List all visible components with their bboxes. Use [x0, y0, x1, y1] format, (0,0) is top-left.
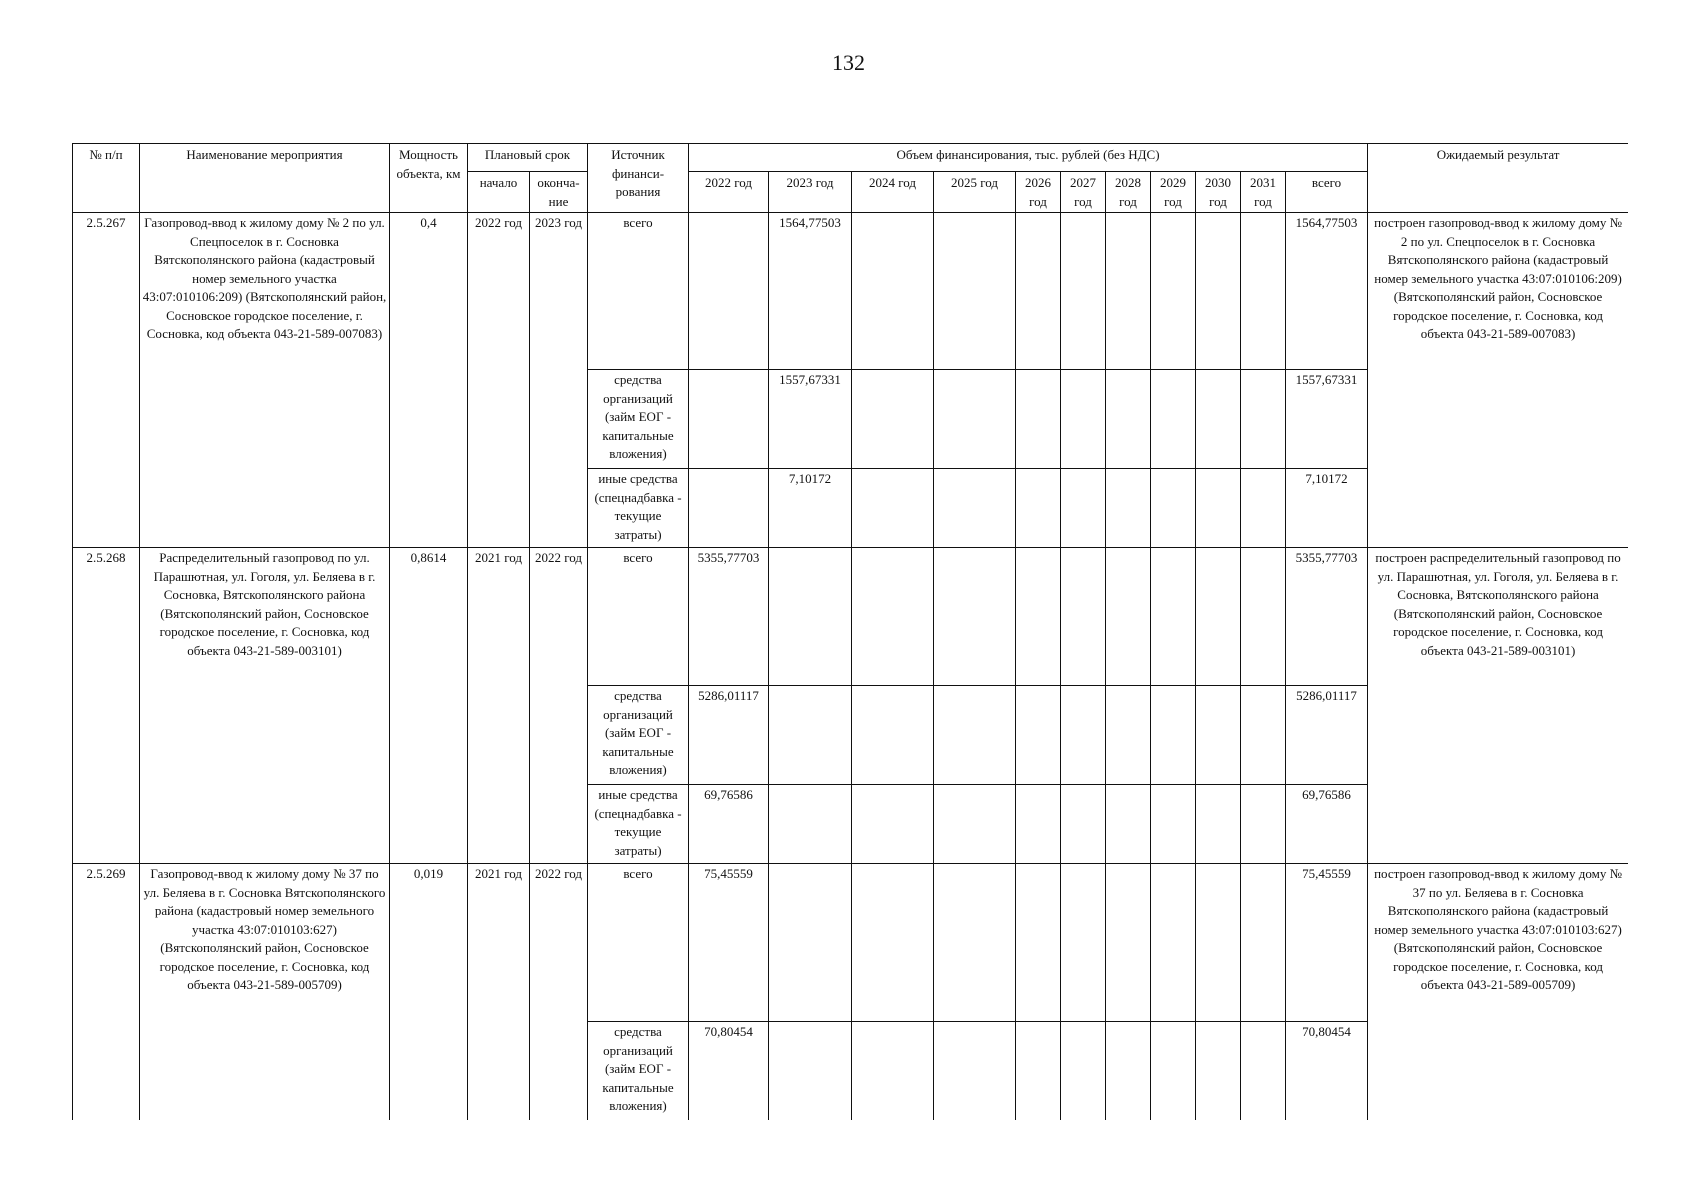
- year-amount: [1241, 548, 1286, 686]
- year-amount: [1016, 213, 1061, 370]
- header-start: начало: [468, 172, 530, 213]
- row-number: 2.5.268: [73, 548, 140, 864]
- year-amount: [1061, 370, 1106, 469]
- year-amount: 1557,67331: [769, 370, 852, 469]
- header-year: 2025 год: [934, 172, 1016, 213]
- financing-table-container: [72, 143, 1628, 1120]
- header-financing: Объем финансирования, тыс. рублей (без НДС): [689, 144, 1368, 172]
- year-amount: [1106, 864, 1151, 1022]
- year-amount: [1016, 785, 1061, 864]
- year-amount: [934, 785, 1016, 864]
- year-amount: [689, 213, 769, 370]
- event-name: Газопровод-ввод к жилому дому № 2 по ул. Спецпоселок в г. Сосновка Вятскополянского района (кадастровый номер земельного участка 43:07:010106:209) (Вятскополянский район, Сосновское городское поселение, г. Сосновка, код объекта 043-21-589-007083): [140, 213, 390, 548]
- year-amount: [1196, 213, 1241, 370]
- year-amount: [1151, 686, 1196, 785]
- year-amount: [769, 785, 852, 864]
- total-amount: 1557,67331: [1286, 370, 1368, 469]
- year-amount: [1241, 213, 1286, 370]
- year-amount: [1151, 469, 1196, 548]
- year-amount: [1106, 686, 1151, 785]
- year-amount: [1196, 469, 1241, 548]
- financing-table: [72, 143, 1628, 1120]
- expected-result: построен газопровод-ввод к жилому дому № 2 по ул. Спецпоселок в г. Сосновка Вятскополянского района (кадастровый номер земельного участка 43:07:010106:209) (Вятскополянский район, Сосновское городское поселение, г. Сосновка, код объекта 043-21-589-007083): [1368, 213, 1628, 548]
- year-amount: [934, 1022, 1016, 1121]
- funding-source: средства организаций (займ ЕОГ - капитальные вложения): [588, 686, 689, 785]
- year-amount: [769, 1022, 852, 1121]
- header-end: оконча-ние: [530, 172, 588, 213]
- header-year: 2022 год: [689, 172, 769, 213]
- year-amount: [1196, 785, 1241, 864]
- year-amount: [1061, 1022, 1106, 1121]
- total-amount: 1564,77503: [1286, 213, 1368, 370]
- year-amount: [852, 548, 934, 686]
- year-amount: [1016, 370, 1061, 469]
- header-planned-term: Плановый срок: [468, 144, 588, 172]
- capacity-value: 0,8614: [390, 548, 468, 864]
- table-row: [73, 548, 1629, 686]
- year-amount: [1241, 785, 1286, 864]
- header-year: 2031 год: [1241, 172, 1286, 213]
- page-number: 132: [832, 50, 865, 75]
- year-amount: [934, 864, 1016, 1022]
- year-amount: [769, 548, 852, 686]
- year-amount: [934, 213, 1016, 370]
- year-amount: [689, 370, 769, 469]
- capacity-value: 0,4: [390, 213, 468, 548]
- year-amount: 5355,77703: [689, 548, 769, 686]
- total-amount: 7,10172: [1286, 469, 1368, 548]
- year-amount: 5286,01117: [689, 686, 769, 785]
- total-amount: 69,76586: [1286, 785, 1368, 864]
- year-amount: [1106, 370, 1151, 469]
- year-amount: [852, 213, 934, 370]
- header-capacity: Мощность объекта, км: [390, 144, 468, 213]
- year-amount: [934, 370, 1016, 469]
- funding-source: средства организаций (займ ЕОГ - капитальные вложения): [588, 370, 689, 469]
- year-amount: [1106, 548, 1151, 686]
- header-total: всего: [1286, 172, 1368, 213]
- start-year: 2021 год: [468, 548, 530, 864]
- year-amount: [1016, 1022, 1061, 1121]
- year-amount: [1241, 864, 1286, 1022]
- year-amount: [1196, 370, 1241, 469]
- year-amount: 69,76586: [689, 785, 769, 864]
- header-year: 2023 год: [769, 172, 852, 213]
- year-amount: [1016, 864, 1061, 1022]
- year-amount: [1106, 469, 1151, 548]
- year-amount: [852, 864, 934, 1022]
- total-amount: 75,45559: [1286, 864, 1368, 1022]
- row-number: 2.5.269: [73, 864, 140, 1121]
- year-amount: [934, 686, 1016, 785]
- year-amount: [689, 469, 769, 548]
- year-amount: [1016, 469, 1061, 548]
- funding-source: всего: [588, 864, 689, 1022]
- year-amount: [852, 469, 934, 548]
- year-amount: 70,80454: [689, 1022, 769, 1121]
- year-amount: [1151, 864, 1196, 1022]
- funding-source: иные средства (спецнадбавка - текущие затраты): [588, 469, 689, 548]
- header-year: 2027 год: [1061, 172, 1106, 213]
- expected-result: построен распределительный газопровод по ул. Парашютная, ул. Гоголя, ул. Беляева в г. Сосновка, Вятскополянского района (Вятскополянский район, Сосновское городское поселение, г. Сосновка, код объекта 043-21-589-003101): [1368, 548, 1628, 864]
- year-amount: [1106, 785, 1151, 864]
- end-year: 2023 год: [530, 213, 588, 548]
- year-amount: [1196, 864, 1241, 1022]
- year-amount: [1151, 213, 1196, 370]
- year-amount: [852, 686, 934, 785]
- year-amount: [1241, 370, 1286, 469]
- expected-result: построен газопровод-ввод к жилому дому № 37 по ул. Беляева в г. Сосновка Вятскополянского района (кадастровый номер земельного участка 43:07:010103:627) (Вятскополянский район, Сосновское городское поселение, г. Сосновка, код объекта 043-21-589-005709): [1368, 864, 1628, 1121]
- header-year: 2028 год: [1106, 172, 1151, 213]
- year-amount: [1241, 686, 1286, 785]
- year-amount: [1241, 1022, 1286, 1121]
- year-amount: 1564,77503: [769, 213, 852, 370]
- event-name: Газопровод-ввод к жилому дому № 37 по ул. Беляева в г. Сосновка Вятскополянского района (кадастровый номер земельного участка 43:07:010103:627) (Вятскополянский район, Сосновское городское поселение, г. Сосновка, код объекта 043-21-589-005709): [140, 864, 390, 1121]
- year-amount: [1196, 548, 1241, 686]
- year-amount: [1061, 213, 1106, 370]
- year-amount: [1151, 370, 1196, 469]
- header-year: 2029 год: [1151, 172, 1196, 213]
- start-year: 2022 год: [468, 213, 530, 548]
- total-amount: 5355,77703: [1286, 548, 1368, 686]
- year-amount: [1151, 1022, 1196, 1121]
- total-amount: 70,80454: [1286, 1022, 1368, 1121]
- year-amount: 75,45559: [689, 864, 769, 1022]
- year-amount: [1196, 1022, 1241, 1121]
- total-amount: 5286,01117: [1286, 686, 1368, 785]
- header-year: 2026 год: [1016, 172, 1061, 213]
- year-amount: [852, 370, 934, 469]
- year-amount: [1016, 548, 1061, 686]
- capacity-value: 0,019: [390, 864, 468, 1121]
- year-amount: [1061, 548, 1106, 686]
- year-amount: [1151, 785, 1196, 864]
- funding-source: всего: [588, 213, 689, 370]
- year-amount: [1061, 864, 1106, 1022]
- year-amount: [1061, 469, 1106, 548]
- year-amount: [1241, 469, 1286, 548]
- table-body: [73, 213, 1629, 1121]
- year-amount: [1061, 785, 1106, 864]
- header-no: № п/п: [73, 144, 140, 213]
- funding-source: средства организаций (займ ЕОГ - капитальные вложения): [588, 1022, 689, 1121]
- funding-source: иные средства (спецнадбавка - текущие затраты): [588, 785, 689, 864]
- year-amount: [769, 686, 852, 785]
- year-amount: [852, 1022, 934, 1121]
- row-number: 2.5.267: [73, 213, 140, 548]
- year-amount: [1061, 686, 1106, 785]
- year-amount: [1106, 213, 1151, 370]
- year-amount: [934, 548, 1016, 686]
- event-name: Распределительный газопровод по ул. Парашютная, ул. Гоголя, ул. Беляева в г. Сосновка, Вятскополянского района (Вятскополянский район, Сосновское городское поселение, г. Сосновка, код объекта 043-21-589-003101): [140, 548, 390, 864]
- year-amount: 7,10172: [769, 469, 852, 548]
- table-row: [73, 864, 1629, 1022]
- year-amount: [1106, 1022, 1151, 1121]
- header-result: Ожидаемый результат: [1368, 144, 1628, 213]
- header-source: Источник финанси-рования: [588, 144, 689, 213]
- start-year: 2021 год: [468, 864, 530, 1121]
- year-amount: [1151, 548, 1196, 686]
- year-amount: [852, 785, 934, 864]
- year-amount: [934, 469, 1016, 548]
- end-year: 2022 год: [530, 864, 588, 1121]
- year-amount: [769, 864, 852, 1022]
- year-amount: [1016, 686, 1061, 785]
- end-year: 2022 год: [530, 548, 588, 864]
- table-row: [73, 213, 1629, 370]
- header-name: Наименование мероприятия: [140, 144, 390, 213]
- header-year: 2024 год: [852, 172, 934, 213]
- funding-source: всего: [588, 548, 689, 686]
- year-amount: [1196, 686, 1241, 785]
- header-year: 2030 год: [1196, 172, 1241, 213]
